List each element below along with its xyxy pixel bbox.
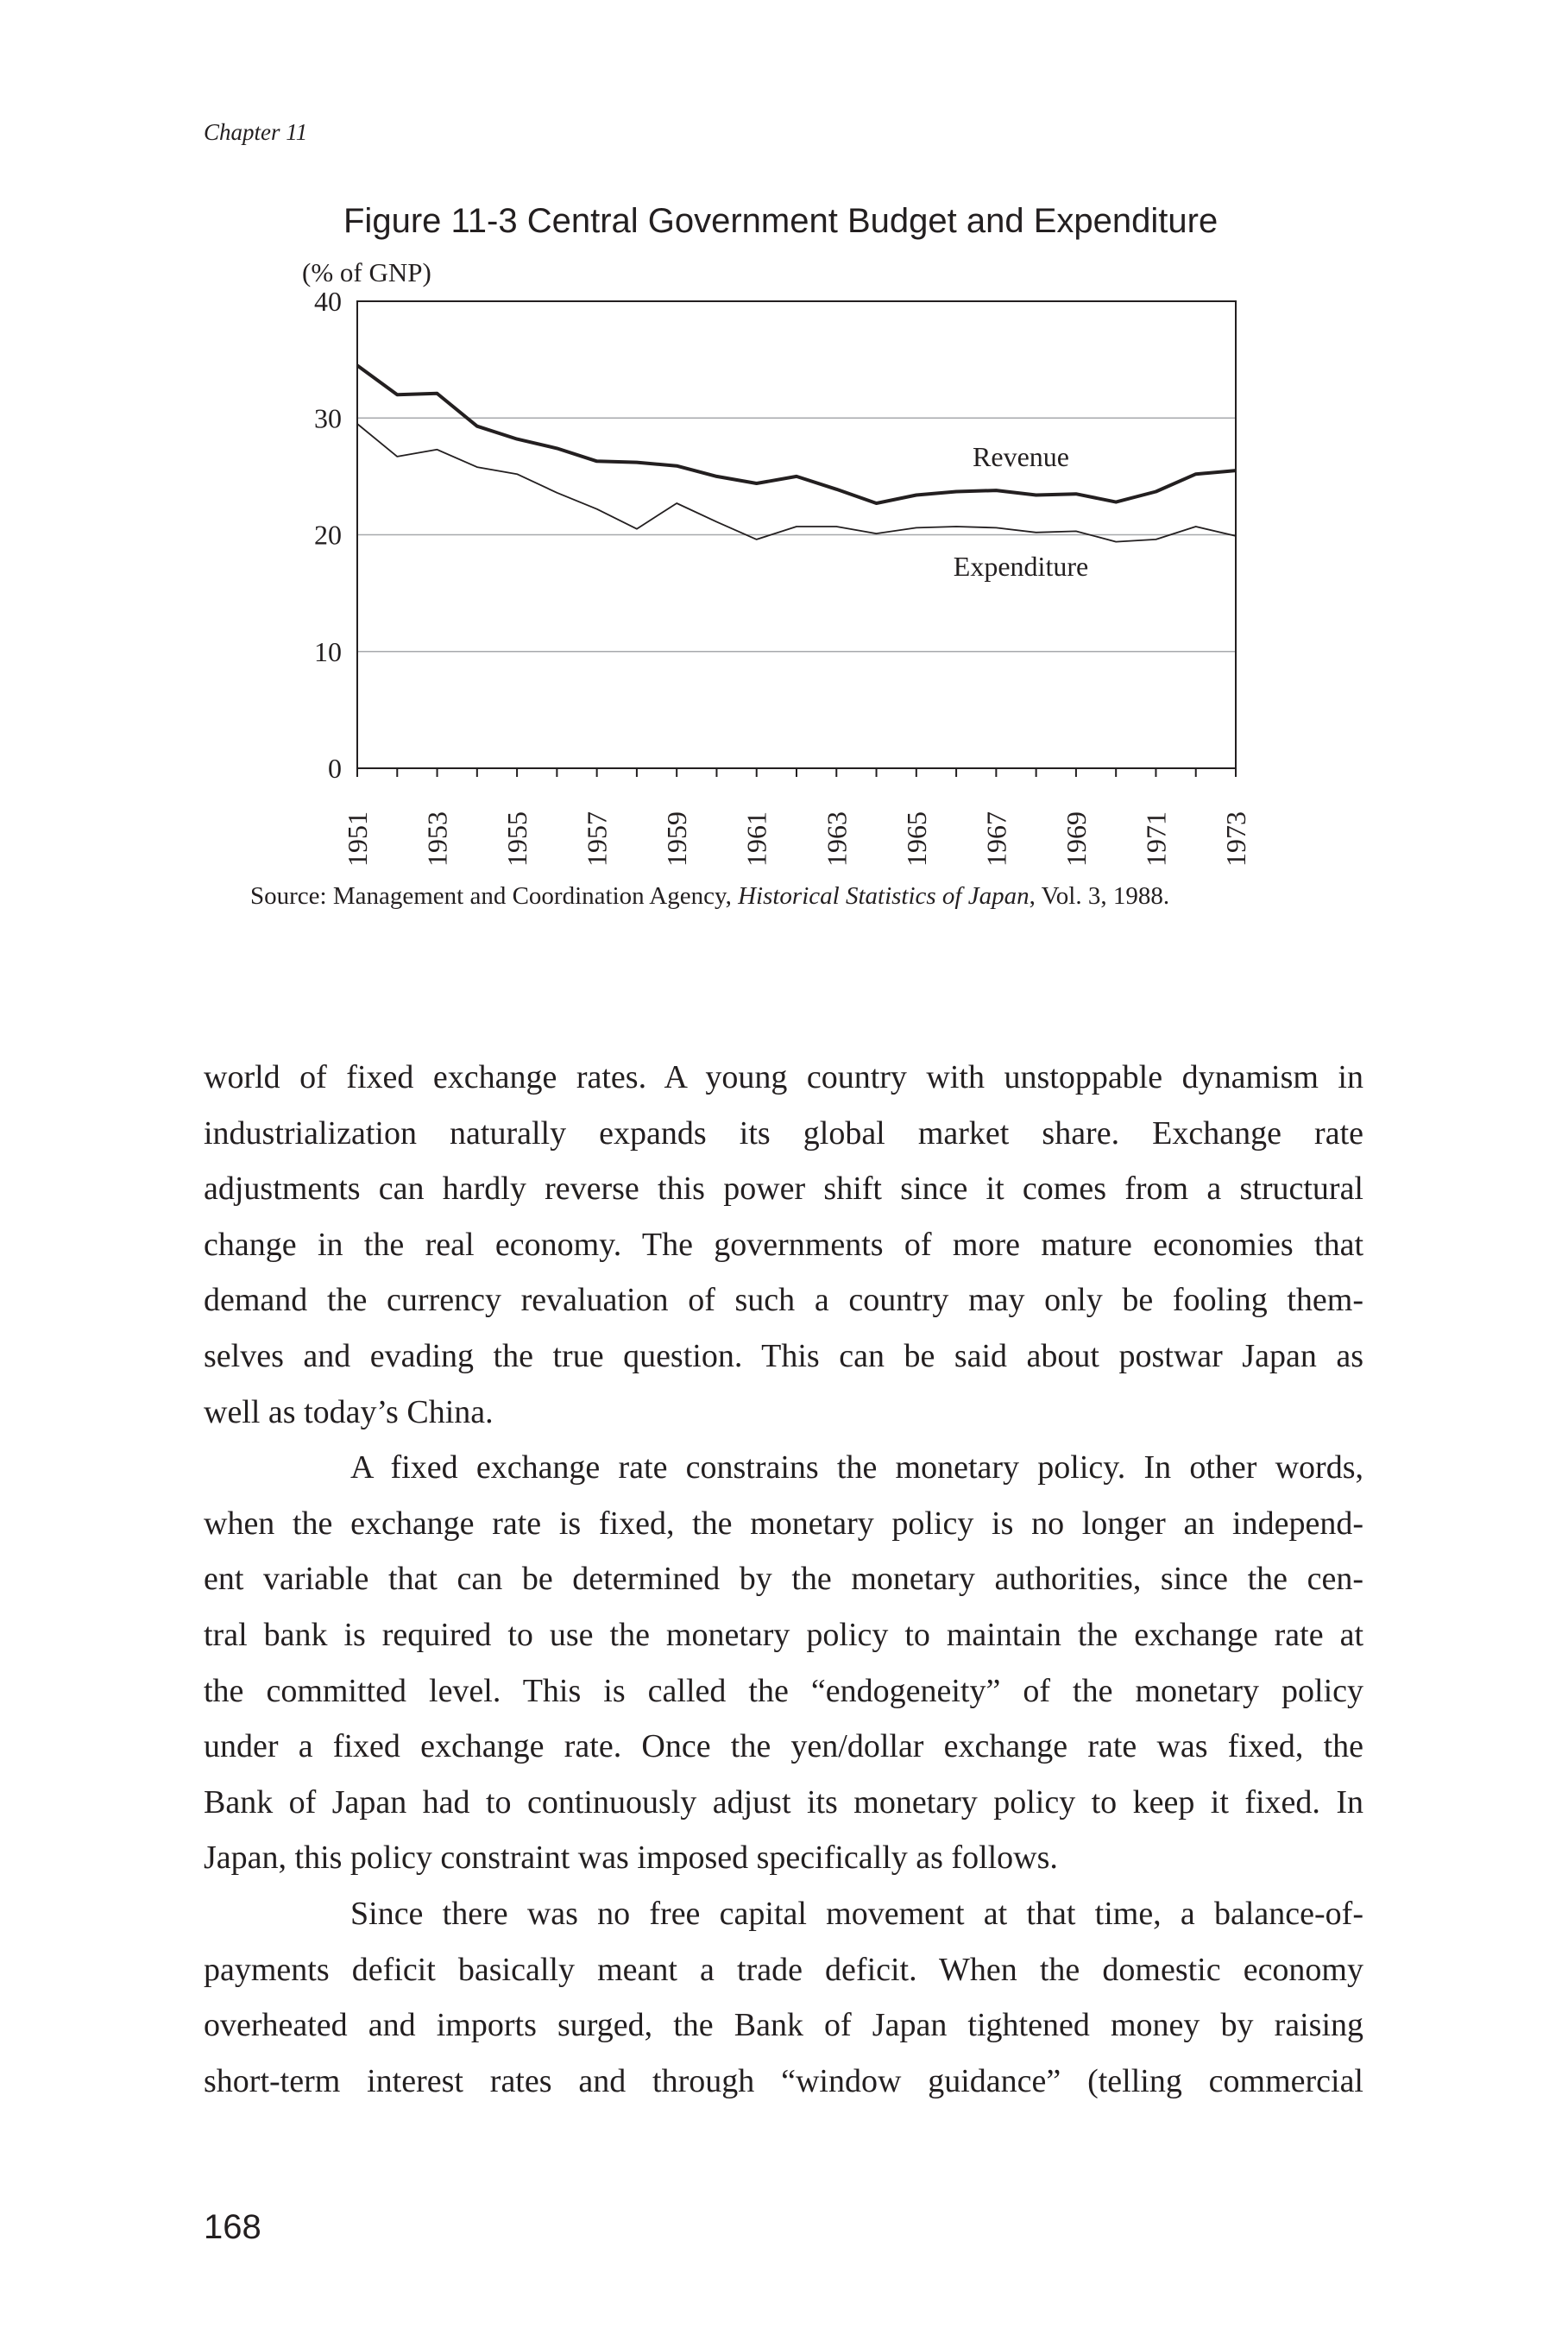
x-tick-label: 1969 bbox=[1060, 811, 1092, 867]
paragraph-line: well as today’s China. bbox=[204, 1393, 494, 1430]
series-label-revenue: Revenue bbox=[973, 441, 1069, 472]
y-tick-label: 10 bbox=[314, 635, 342, 667]
source-prefix: Source: Management and Coordination Agency, bbox=[250, 882, 739, 910]
paragraph-line: tral bank is required to use the monetary policy to maintain the exchange rate at bbox=[204, 1616, 1363, 1653]
series-line-revenue bbox=[357, 365, 1236, 503]
paragraph-line: Japan, this policy constraint was imposed specifically as follows. bbox=[204, 1840, 1058, 1877]
x-tick-label: 1953 bbox=[421, 811, 453, 867]
x-tick-label: 1973 bbox=[1220, 811, 1251, 867]
x-tick-label: 1971 bbox=[1140, 811, 1172, 867]
x-tick-label: 1965 bbox=[900, 811, 932, 867]
paragraph-line: selves and evading the true question. This can be said about postwar Japan as bbox=[204, 1337, 1363, 1374]
paragraph-line: world of fixed exchange rates. A young country with unstoppable dynamism in bbox=[204, 1059, 1363, 1095]
x-tick-label: 1951 bbox=[342, 811, 373, 867]
source-title: Historical Statistics of Japan bbox=[738, 882, 1030, 910]
paragraph-line: A fixed exchange rate constrains the monetary policy. In other words, bbox=[350, 1449, 1363, 1486]
figure-source bbox=[250, 882, 1169, 911]
y-tick-label: 40 bbox=[314, 286, 342, 317]
chapter-header: Chapter 11 bbox=[204, 119, 308, 145]
x-tick-label: 1967 bbox=[980, 811, 1012, 867]
source-suffix: , Vol. 3, 1988. bbox=[1029, 882, 1170, 910]
paragraph-line: industrialization naturally expands its global market share. Exchange rate bbox=[204, 1114, 1363, 1152]
series-lines bbox=[357, 365, 1236, 541]
series-label-expenditure: Expenditure bbox=[953, 551, 1089, 582]
paragraph-line: when the exchange rate is fixed, the monetary policy is no longer an independ- bbox=[204, 1505, 1363, 1542]
x-tick-label: 1959 bbox=[661, 811, 693, 867]
page-number: 168 bbox=[204, 2208, 261, 2246]
x-tick-label: 1957 bbox=[581, 811, 613, 867]
figure-title: Figure 11-3 Central Government Budget and Expenditure bbox=[343, 202, 1219, 240]
paragraph-line: the committed level. This is called the “endogeneity” of the monetary policy bbox=[204, 1672, 1363, 1709]
paragraph-line: change in the real economy. The governments of more mature economies that bbox=[204, 1226, 1363, 1263]
x-tick-label: 1963 bbox=[821, 811, 853, 867]
budget-chart bbox=[0, 0, 1568, 872]
paragraph-line: ent variable that can be determined by the monetary authorities, since the cen- bbox=[204, 1561, 1363, 1598]
paragraph-line: Since there was no free capital movement at that time, a balance-of- bbox=[350, 1895, 1363, 1932]
paragraph-3 bbox=[204, 1886, 1363, 2109]
series-line-expenditure bbox=[357, 424, 1236, 542]
x-tick-label: 1955 bbox=[501, 811, 533, 867]
x-axis-ticks bbox=[342, 768, 1251, 867]
paragraph-line: payments deficit basically meant a trade deficit. When the domestic economy bbox=[204, 1951, 1363, 1988]
y-tick-label: 20 bbox=[314, 519, 342, 551]
paragraph-line: short-term interest rates and through “window guidance” (telling commercial bbox=[204, 2062, 1363, 2099]
gridlines bbox=[357, 418, 1236, 652]
paragraph-line: Bank of Japan had to continuously adjust its monetary policy to keep it fixed. In bbox=[204, 1783, 1363, 1821]
paragraph-1 bbox=[204, 1050, 1363, 1440]
y-tick-label: 0 bbox=[328, 753, 342, 784]
body-text bbox=[204, 1050, 1363, 2109]
paragraph-2 bbox=[204, 1440, 1363, 1886]
paragraph-line: demand the currency revaluation of such a country may only be fooling them- bbox=[204, 1282, 1363, 1319]
paragraph-line: overheated and imports surged, the Bank of Japan tightened money by raising bbox=[204, 2007, 1363, 2044]
x-tick-label: 1961 bbox=[740, 811, 772, 867]
paragraph-line: under a fixed exchange rate. Once the yen/dollar exchange rate was fixed, the bbox=[204, 1728, 1363, 1765]
y-axis-ticks bbox=[314, 286, 342, 784]
y-tick-label: 30 bbox=[314, 402, 342, 434]
paragraph-line: adjustments can hardly reverse this power shift since it comes from a structural bbox=[204, 1171, 1363, 1208]
y-axis-unit-label: (% of GNP) bbox=[302, 257, 431, 287]
